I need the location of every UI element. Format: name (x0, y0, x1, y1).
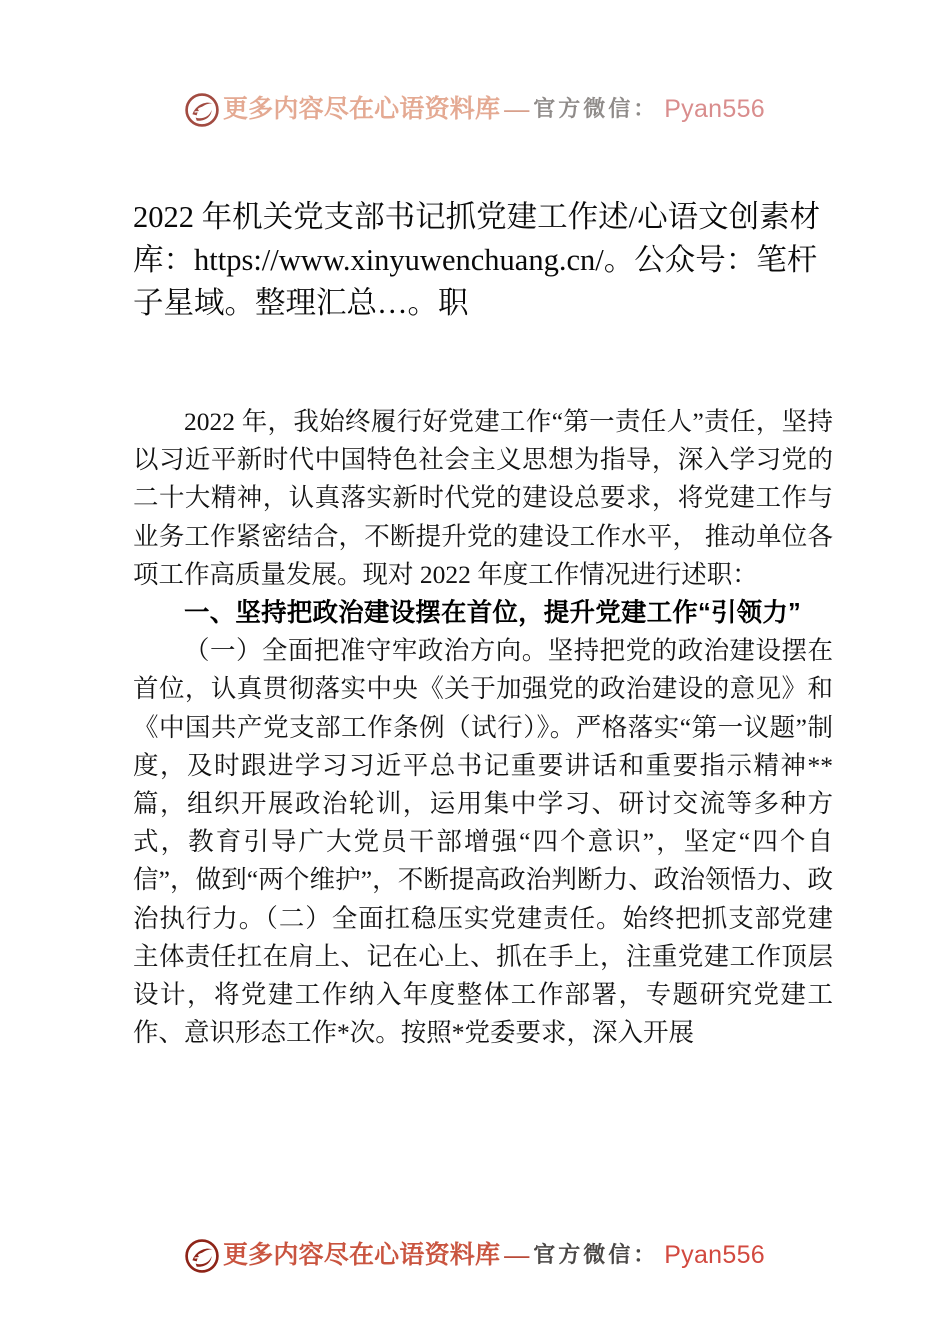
paragraph-section-one-body: （一）全面把准守牢政治方向。坚持把党的政治建设摆在首位，认真贯彻落实中央《关于加强党的政治建设的意见》和《中国共产党支部工作条例（试行）》。严格落实“第一议题”制度，及时跟进学习习近平总书记重要讲话和重要指示精神**篇，组织开展政治轮训，运用集中学习、研讨交流等多种方式，教育引导广大党员干部增强“四个意识”，坚定“四个自信”，做到“两个维护”，不断提高政治判断力、政治领悟力、政治执行力。（二）全面扛稳压实党建责任。始终把抓支部党建主体责任扛在肩上、记在心上、抓在手上，注重党建工作顶层设计，将党建工作纳入年度整体工作部署，专题研究党建工作、意识形态工作*次。按照*党委要求，深入开展 (133, 636, 833, 1048)
xinyu-fish-seal-logo-icon (185, 93, 219, 127)
xinyu-fish-seal-logo-icon (185, 1239, 219, 1273)
section-heading-one: 一、坚持把政治建设摆在首位，提升党建工作“引领力” (184, 599, 802, 628)
watermark-wechat-handle: Pyan556 (664, 94, 765, 123)
watermark-bottom (0, 1238, 950, 1272)
watermark-official-label: 官方微信： (533, 1242, 659, 1267)
paragraph-intro: 2022 年，我始终履行好党建工作“第一责任人”责任，坚持以习近平新时代中国特色社会主义思想为指导，深入学习党的二十大精神，认真落实新时代党的建设总要求，将党建工作与业务工作紧密结合，不断提升党的建设工作水平， 推动单位各项工作高质量发展。现对 2022 年度工作情况进行述职： (133, 407, 833, 589)
watermark-wechat-handle: Pyan556 (664, 1240, 765, 1269)
watermark-top (0, 92, 950, 126)
watermark-official-label: 官方微信： (533, 96, 659, 121)
watermark-brand-text: 更多内容尽在心语资料库 (222, 95, 501, 123)
watermark-brand-text: 更多内容尽在心语资料库 (222, 1241, 501, 1269)
watermark-dash: — (504, 95, 530, 123)
document-content (133, 196, 833, 1052)
watermark-dash: — (504, 1241, 530, 1269)
document-title: 2022 年机关党支部书记抓党建工作述/心语文创素材库：https://www.xinyuwenchuang.cn/。公众号：笔杆子星域。整理汇总…。职 (133, 200, 821, 320)
